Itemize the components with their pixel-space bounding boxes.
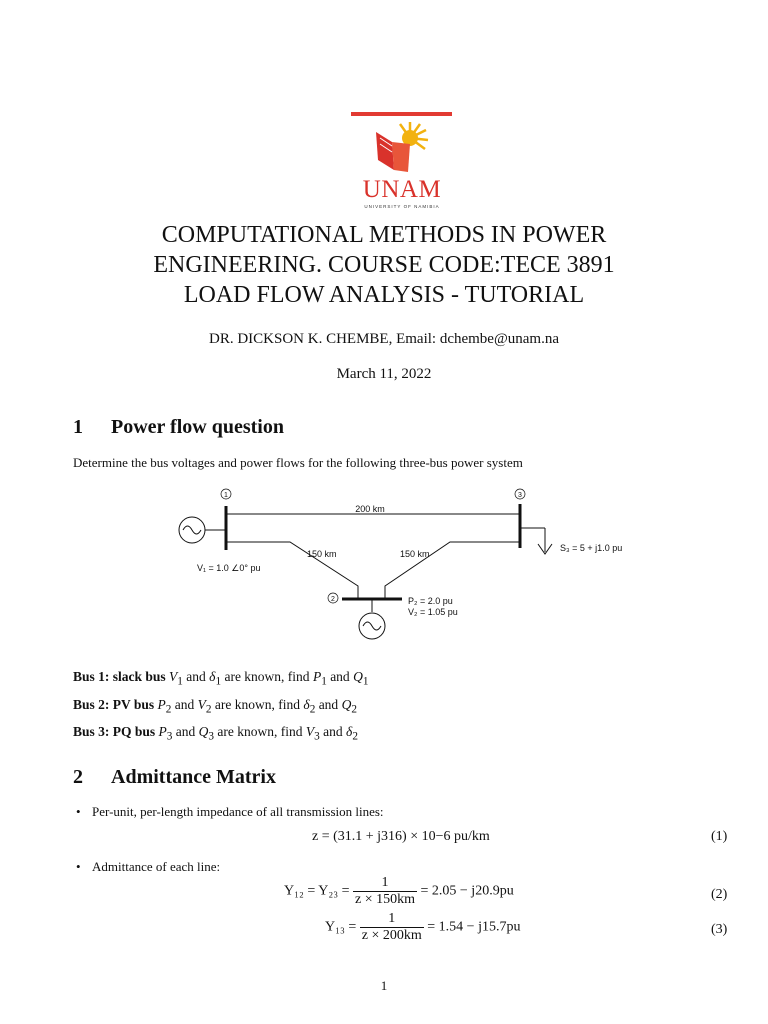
equation-2-number: (2)	[711, 887, 728, 902]
date: March 11, 2022	[336, 366, 432, 382]
section-2-heading	[73, 766, 276, 789]
bus-3-line: Bus 3: PQ bus $P_3$ and $Q_3$ are known, find $V_3$ and $\delta_2$	[73, 724, 358, 743]
line-2-3-length: 150 km	[400, 549, 430, 559]
eq2-rhs: = 2.05 − j20.9pu	[420, 883, 514, 899]
bullet-2: • Admittance of each line:	[76, 859, 221, 874]
eq2-fraction: $\frac{1}{z \times 150km}$	[355, 875, 416, 907]
bus-2-label: 2	[331, 596, 335, 603]
equation-3	[325, 911, 520, 944]
v1-label: V₁ = 1.0 ∠0° pu	[197, 563, 261, 573]
bus-1-label: 1	[224, 492, 228, 499]
s3-label: S₃ = 5 + j1.0 pu	[560, 543, 623, 553]
section-1-title: Power flow question	[111, 416, 284, 438]
bus-3-label: 3	[518, 492, 522, 499]
bullet-1: • Per-unit, per-length impedance of all transmission lines:	[76, 804, 384, 819]
bus-1-line: Bus 1: slack bus $V_1$ and $\delta_1$ are known, find $P_1$ and $Q_1$	[73, 669, 369, 688]
doc-title-line-2: ENGINEERING. COURSE CODE:TECE 3891	[153, 252, 615, 278]
equation-1: z = (31.1 + j316) × 10−6 pu/km	[312, 829, 490, 844]
page-number: 1	[380, 978, 388, 993]
three-bus-diagram	[170, 484, 650, 644]
bus-2-line: Bus 2: PV bus $P_2$ and $V_2$ are known, find $\delta_2$ and $Q_2$	[73, 697, 357, 716]
line-1-3-length: 200 km	[355, 504, 385, 514]
line-1-2-length: 150 km	[307, 549, 337, 559]
section-2-number: 2	[73, 766, 83, 788]
v2-label: V₂ = 1.05 pu	[408, 607, 458, 617]
section-1-heading	[73, 416, 284, 439]
equation-3-number: (3)	[711, 922, 728, 937]
eq3-fraction: $\frac{1}{z \times 200km}$	[361, 911, 422, 943]
section-2-title: Admittance Matrix	[111, 766, 276, 788]
equation-1-number: (1)	[711, 829, 728, 844]
author-line: DR. DICKSON K. CHEMBE, Email: dchembe@unam.na	[208, 331, 560, 347]
p2-label: P₂ = 2.0 pu	[408, 596, 453, 606]
doc-title-line-1: COMPUTATIONAL METHODS IN POWER	[161, 222, 607, 248]
bullet-2-text: Admittance of each line:	[92, 859, 221, 874]
section-1-intro: Determine the bus voltages and power flows for the following three-bus power system	[73, 455, 523, 470]
section-1-number: 1	[73, 416, 83, 438]
unam-logo-emblem-icon	[370, 118, 432, 178]
logo-top-bar	[351, 112, 452, 116]
logo-wordmark: UNAM	[362, 176, 442, 203]
bullet-1-text: Per-unit, per-length impedance of all transmission lines:	[92, 804, 384, 819]
doc-title-line-3: LOAD FLOW ANALYSIS - TUTORIAL	[183, 282, 585, 308]
logo-subtitle: UNIVERSITY OF NAMIBIA	[364, 204, 440, 209]
eq3-lhs: Y₁₃ =	[325, 919, 357, 935]
equation-2	[284, 875, 514, 908]
eq2-lhs: Y₁₂ = Y₂₃ =	[284, 883, 350, 899]
eq3-rhs: = 1.54 − j15.7pu	[427, 919, 521, 935]
